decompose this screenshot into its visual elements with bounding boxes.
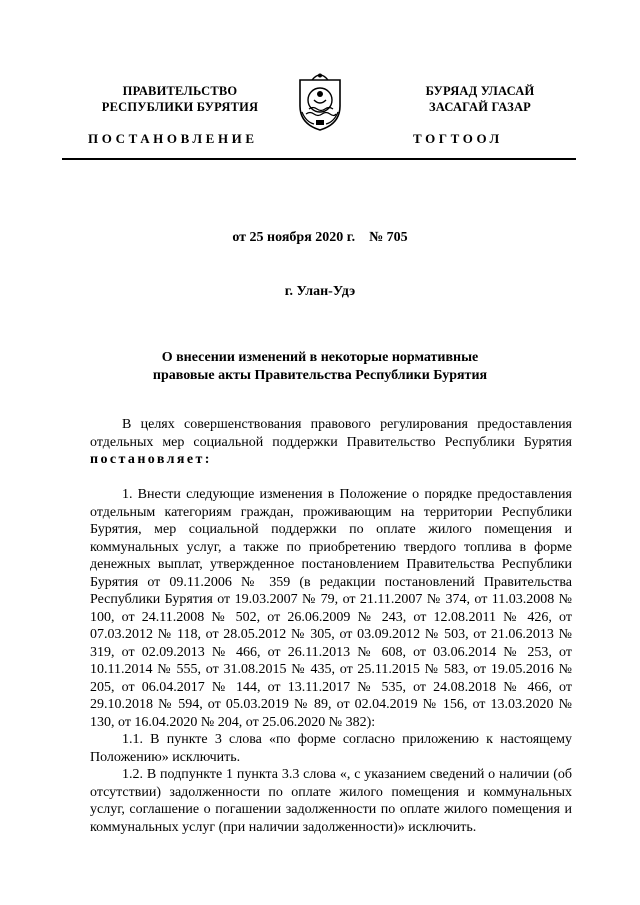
preamble <box>90 416 572 469</box>
doc-type-buryat: ТОГТООЛ <box>413 131 503 146</box>
preamble-paragraph <box>90 416 572 469</box>
paragraph-1-2: 1.2. В подпункте 1 пункта 3.3 слова «, с указанием сведений о наличии (об отсутствии) задолженности по оплате жилого помещения и коммунальных услуг, соглашение о погашении задолженности по оплате жилого помещения и коммунальных услуг (при наличии задолженности)» исключить. <box>90 767 572 835</box>
header-right-line1: БУРЯАД УЛАСАЙ <box>425 84 535 98</box>
paragraph-1: 1. Внести следующие изменения в Положение о порядке предоставления отдельным категориям граждан, проживающим на территории Республики Бурятия, мер социальной поддержки по оплате жилого помещения и коммунальных услуг, а также по приобретению твердого топлива в форме денежных выплат, утвержденное постановлением Правительства Республики Бурятия от 09.11.2006 № 359 (в редакции постановлений Правительства Республики Бурятия от 19.03.2007 № 79, от 21.11.2007 № 374, от 11.03.2008 № 100, от 24.11.2008 № 502, от 26.06.2009 № 243, от 12.08.2011 № 426, от 07.03.2012 № 118, от 28.05.2012 № 305, от 03.09.2012 № 503, от 21.06.2013 № 319, от 02.09.2013 № 466, от 26.11.2013 № 608, от 03.06.2014 № 253, от 10.11.2014 № 555, от 31.08.2015 № 435, от 25.11.2015 № 583, от 19.05.2016 № 205, от 06.04.2017 № 144, от 13.11.2017 № 535, от 24.08.2018 № 466, от 29.10.2018 № 594, от 05.03.2019 № 89, от 02.04.2019 № 156, от 13.03.2020 № 130, от 16.04.2020 № 204, от 25.06.2020 № 382): <box>90 487 572 730</box>
header-divider <box>62 158 576 160</box>
doc-type-russian: ПОСТАНОВЛЕНИЕ <box>88 131 258 146</box>
title-line1: О внесении изменений в некоторые нормативные <box>161 350 479 365</box>
header-left-line1: ПРАВИТЕЛЬСТВО <box>122 84 238 98</box>
header-right-line2: ЗАСАГАЙ ГАЗАР <box>428 100 532 114</box>
resolves-keyword: постановляет: <box>90 452 212 467</box>
paragraph-1-1: 1.1. В пункте 3 слова «по форме согласно приложению к настоящему Положению» исключить. <box>90 732 572 765</box>
main-body <box>90 486 572 836</box>
header-left-line2: РЕСПУБЛИКИ БУРЯТИЯ <box>101 100 259 114</box>
header-right <box>380 83 580 115</box>
city: г. Улан-Удэ <box>284 284 356 299</box>
title-line2: правовые акты Правительства Республики Бурятия <box>152 368 488 383</box>
header-left <box>70 83 290 115</box>
document-title <box>100 349 540 385</box>
coat-of-arms-icon <box>296 72 344 132</box>
date-and-number: от 25 ноября 2020 г. № 705 <box>232 230 408 245</box>
preamble-text: В целях совершенствования правового регулирования предоставления отдельных мер социальной поддержки Правительство Республики Бурятия <box>90 417 572 450</box>
